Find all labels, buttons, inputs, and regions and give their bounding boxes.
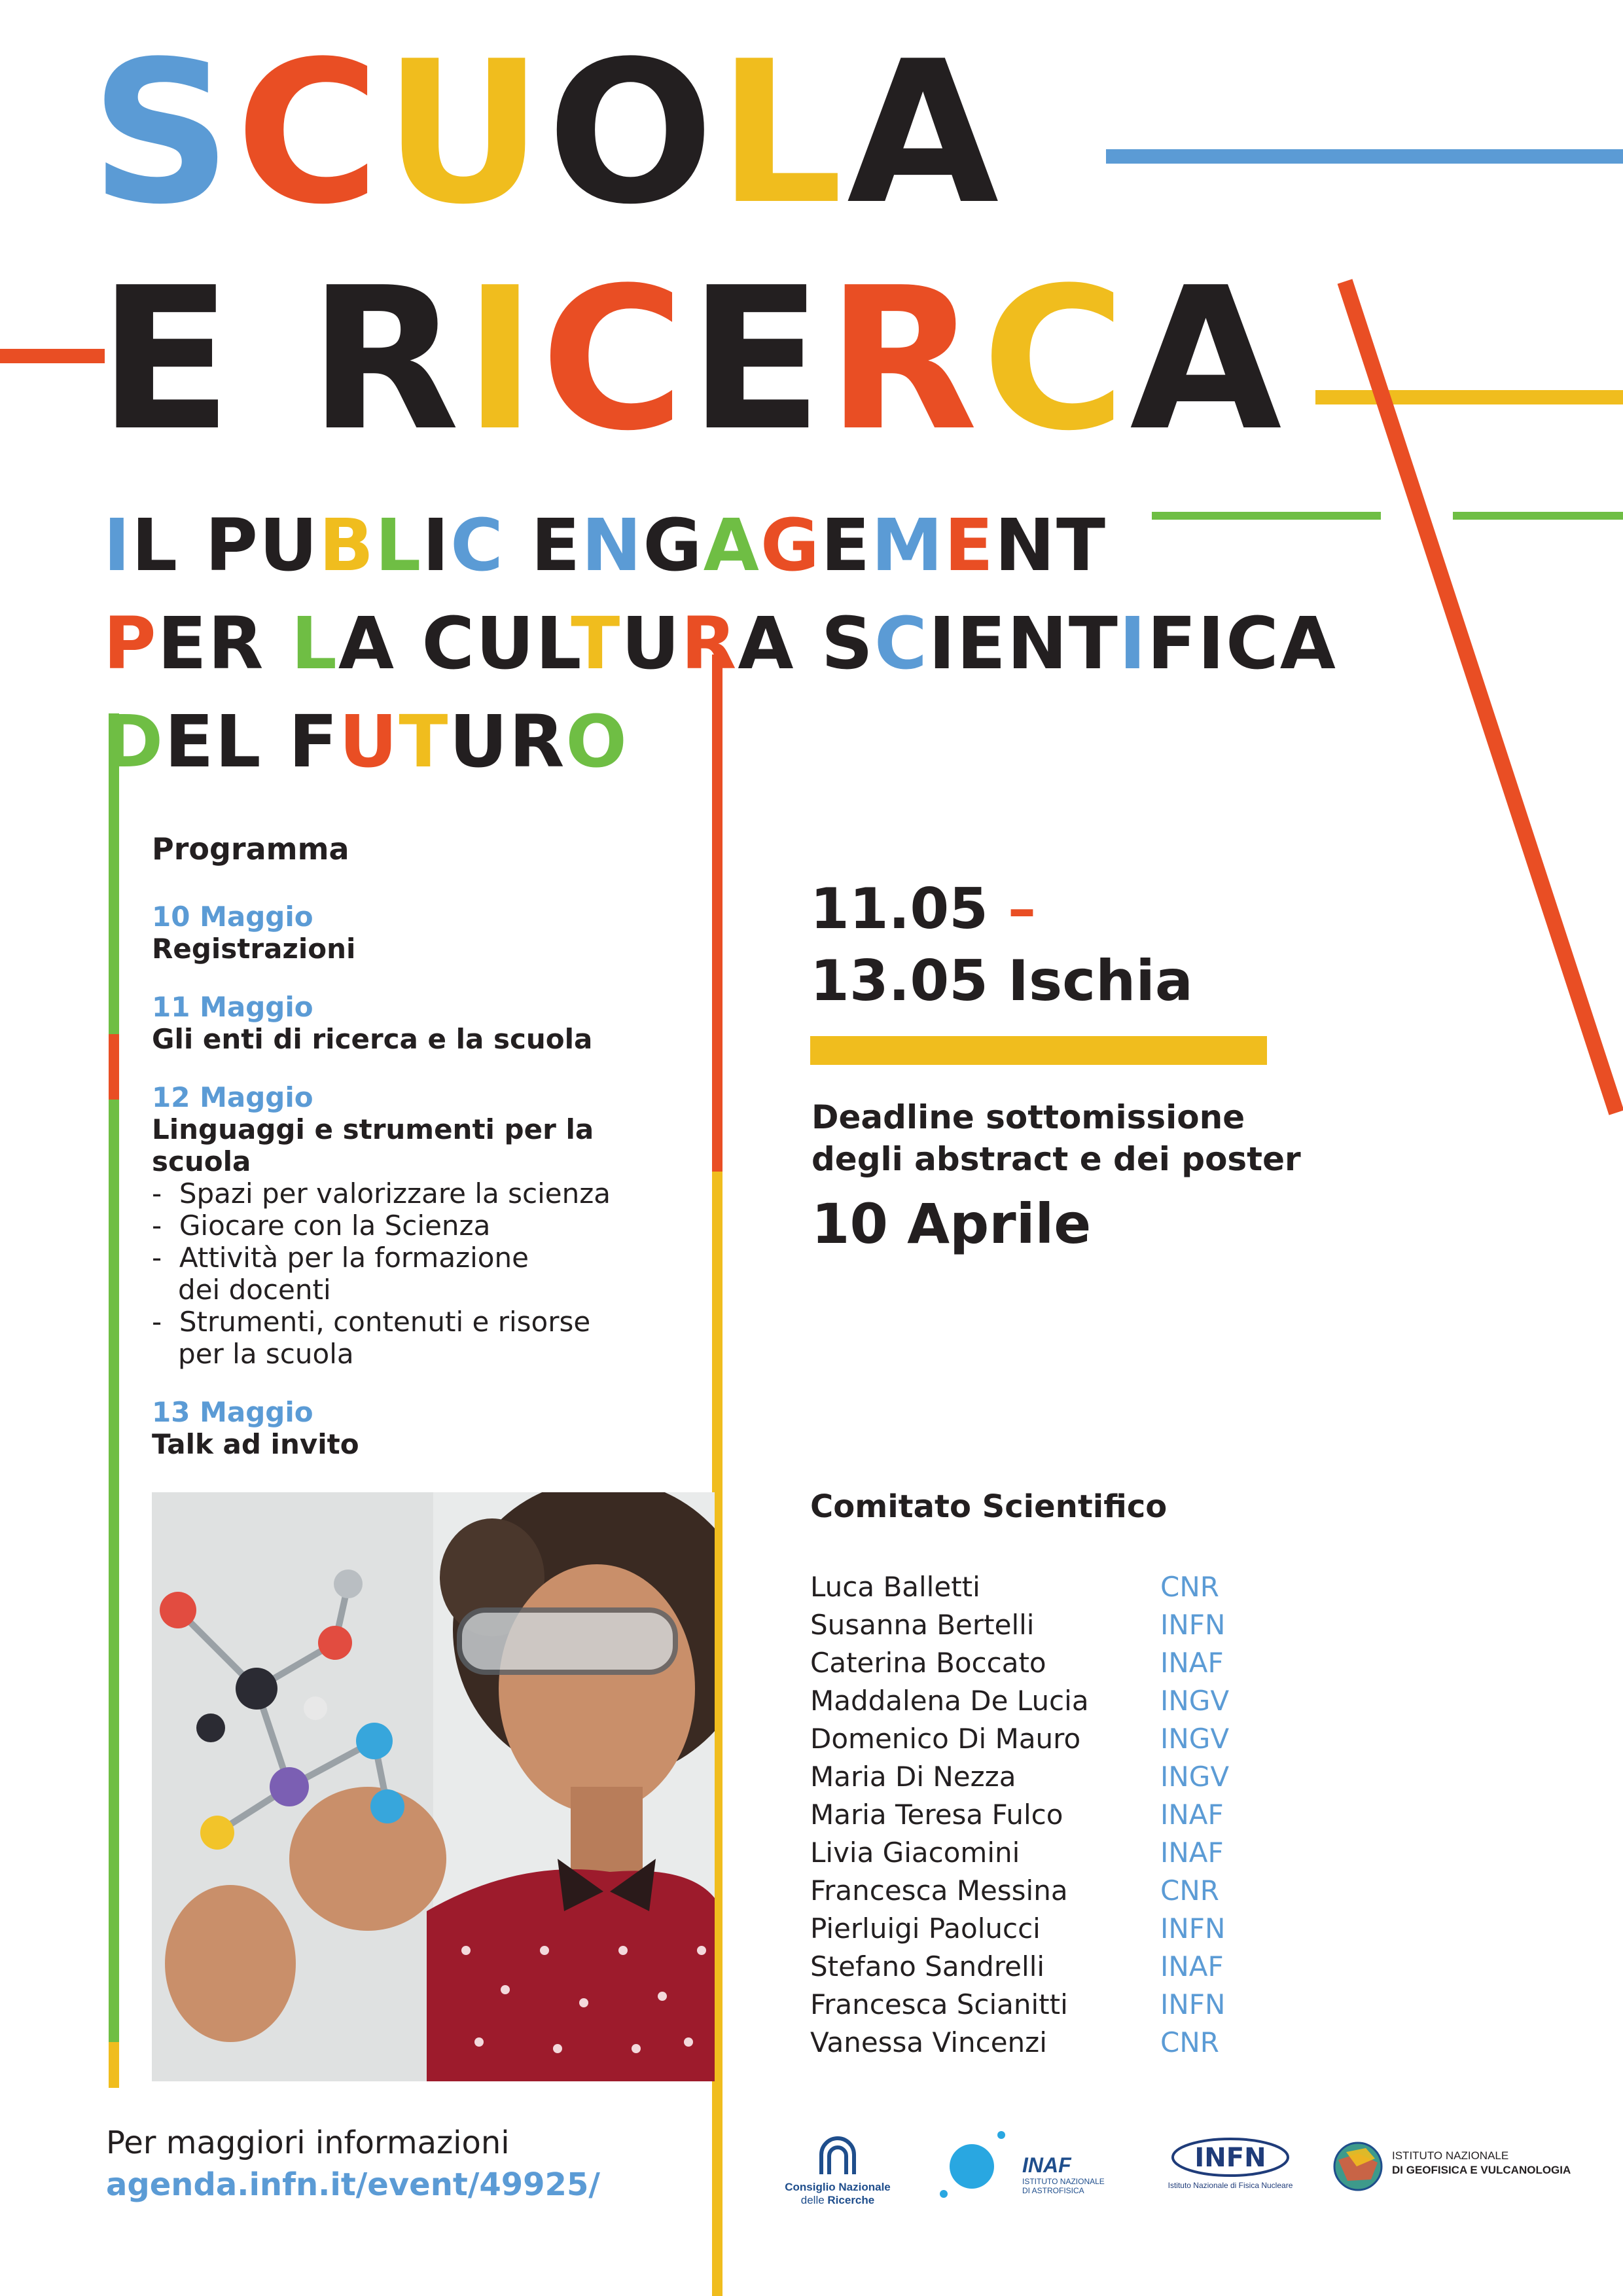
title-letter: T — [399, 700, 450, 783]
session-item: per la scuola — [152, 1338, 354, 1370]
title-scuola — [90, 19, 1003, 247]
title-letter — [794, 601, 821, 685]
subtitle-line-2-text — [103, 601, 1337, 685]
title-letter: C — [450, 503, 505, 587]
member-org: INGV — [1160, 1761, 1230, 1793]
title-letter: R — [308, 245, 464, 474]
info-label: Per maggiori informazioni — [106, 2125, 510, 2161]
inaf-sub-line-1: ISTITUTO NAZIONALE — [1022, 2177, 1105, 2186]
deadline-line-2: degli abstract e dei poster — [812, 1140, 1301, 1178]
subtitle-line-1 — [103, 503, 1107, 587]
title-letter: U — [449, 700, 509, 783]
ingv-line-1: ISTITUTO NAZIONALE — [1392, 2149, 1509, 2162]
title-letter: L — [131, 503, 179, 587]
title-letter: G — [760, 503, 821, 587]
deadline-date: 10 Aprile — [812, 1192, 1092, 1256]
session-item: dei docenti — [152, 1274, 331, 1306]
title-letter: U — [476, 601, 536, 685]
member-org: INFN — [1160, 1609, 1226, 1641]
infn-name: INFN — [1194, 2143, 1266, 2173]
programma-day — [152, 1396, 688, 1460]
title-letter — [505, 503, 531, 587]
cnr-line-1: Consiglio Nazionale — [785, 2181, 891, 2193]
member-name: Caterina Boccato — [810, 1647, 1046, 1679]
ingv-globe-icon — [1332, 2140, 1384, 2193]
title-letter: U — [339, 700, 399, 783]
title-letter: U — [259, 503, 319, 587]
member-org: INFN — [1160, 1912, 1226, 1945]
title-letter: A — [1130, 245, 1286, 474]
session-item: - Strumenti, contenuti e risorse — [152, 1306, 591, 1338]
member-org: INAF — [1160, 1799, 1224, 1831]
title-letter: F — [288, 700, 340, 783]
infn-emblem-icon — [1168, 2135, 1293, 2178]
title-letter: C — [982, 245, 1130, 474]
title-letter: L — [717, 19, 847, 247]
title-letter: R — [827, 245, 982, 474]
title-letter: C — [541, 245, 689, 474]
committee-member — [810, 1799, 1224, 1831]
dates-line-2: 13.05 Ischia — [810, 948, 1193, 1014]
committee-member — [810, 1685, 1229, 1717]
title-letter: E — [944, 503, 995, 587]
title-letter: I — [422, 503, 451, 587]
title-e-ricerca-text — [98, 245, 1286, 474]
title-letter: N — [581, 503, 643, 587]
programma-heading: Programma — [152, 831, 349, 867]
title-letter: I — [463, 245, 541, 474]
infn-subtitle: Istituto Nazionale di Fisica Nucleare — [1168, 2181, 1293, 2190]
cnr-line-2a: delle — [800, 2194, 828, 2206]
committee-member — [810, 1609, 1225, 1641]
title-letter: A — [703, 503, 760, 587]
subtitle-line-2 — [103, 601, 1337, 685]
title-letter: I — [1198, 601, 1226, 685]
programma-day — [152, 991, 688, 1055]
title-letter: F — [1147, 601, 1198, 685]
cnr-logo — [772, 2135, 903, 2207]
session-item: - Spazi per valorizzare la scienza — [152, 1177, 611, 1210]
member-name: Maria Di Nezza — [810, 1761, 1016, 1793]
member-name: Pierluigi Paolucci — [810, 1912, 1041, 1945]
day-session: Registrazioni — [152, 933, 356, 965]
member-org: CNR — [1160, 2026, 1219, 2058]
programma-day — [152, 1081, 688, 1370]
member-org: INGV — [1160, 1723, 1230, 1755]
ingv-line-2: DI GEOFISICA E VULCANOLOGIA — [1392, 2164, 1571, 2176]
member-org: INAF — [1160, 1950, 1224, 1982]
title-letter: O — [565, 700, 628, 783]
title-letter: I — [928, 601, 957, 685]
member-name: Maddalena De Lucia — [810, 1685, 1089, 1717]
day-session: Linguaggi e strumenti per la scuola — [152, 1113, 594, 1177]
member-name: Francesca Scianitti — [810, 1988, 1068, 2020]
committee-member — [810, 1761, 1229, 1793]
title-letter — [179, 503, 205, 587]
title-letter: E — [688, 245, 827, 474]
member-name: Maria Teresa Fulco — [810, 1799, 1063, 1831]
yellow-accent-bar — [810, 1036, 1267, 1065]
subtitle-line-3-text — [103, 700, 628, 783]
title-letter: S — [90, 19, 236, 247]
title-letter: A — [1279, 601, 1337, 685]
committee-member — [810, 1912, 1225, 1945]
infn-logo — [1165, 2135, 1296, 2190]
committee-member — [810, 1874, 1219, 1907]
title-letter: R — [207, 601, 265, 685]
title-scuola-text — [90, 19, 1003, 247]
title-letter: T — [1056, 503, 1107, 587]
committee-member — [810, 2026, 1219, 2058]
title-letter — [264, 601, 291, 685]
member-org: INAF — [1160, 1647, 1224, 1679]
title-letter: B — [319, 503, 376, 587]
title-letter: E — [164, 700, 215, 783]
title-letter: U — [383, 19, 547, 247]
dates-line-1 — [810, 873, 1193, 945]
title-letter — [236, 245, 308, 474]
dates-dash: – — [1007, 876, 1036, 942]
title-letter — [262, 700, 289, 783]
start-date: 11.05 — [810, 876, 989, 942]
title-letter: L — [215, 700, 262, 783]
title-letter: U — [621, 601, 681, 685]
comitato-heading: Comitato Scientifico — [810, 1488, 1168, 1525]
title-e-ricerca — [98, 245, 1286, 474]
title-letter: I — [1118, 601, 1147, 685]
committee-member — [810, 1950, 1224, 1982]
title-letter: C — [421, 601, 476, 685]
cnr-line-2 — [772, 2194, 903, 2207]
day-date: 13 Maggio — [152, 1396, 313, 1428]
member-org: INGV — [1160, 1685, 1230, 1717]
title-letter: E — [956, 601, 1007, 685]
info-block — [106, 2125, 600, 2203]
member-name: Vanessa Vincenzi — [810, 2026, 1047, 2058]
inaf-logo — [936, 2127, 1132, 2199]
committee-member — [810, 1723, 1229, 1755]
title-letter: N — [994, 503, 1056, 587]
title-letter: C — [874, 601, 929, 685]
title-letter: O — [546, 19, 718, 247]
title-letter: M — [871, 503, 944, 587]
inaf-subtitle — [1022, 2177, 1105, 2196]
title-letter: G — [643, 503, 704, 587]
title-letter: L — [291, 601, 338, 685]
title-letter: A — [338, 601, 396, 685]
day-date: 11 Maggio — [152, 991, 313, 1023]
info-link[interactable]: agenda.infn.it/event/49925/ — [106, 2166, 600, 2203]
event-dates — [810, 873, 1193, 1017]
title-letter: N — [1007, 601, 1069, 685]
title-letter: D — [103, 700, 165, 783]
member-name: Luca Balletti — [810, 1571, 980, 1603]
inaf-name: INAF — [1022, 2153, 1071, 2177]
title-letter: T — [571, 601, 622, 685]
title-letter: E — [821, 503, 872, 587]
day-date: 10 Maggio — [152, 901, 313, 933]
day-session: Talk ad invito — [152, 1428, 359, 1460]
day-date: 12 Maggio — [152, 1081, 313, 1113]
deadline-line-1: Deadline sottomissione — [812, 1098, 1245, 1136]
member-org: CNR — [1160, 1571, 1219, 1603]
title-letter: L — [375, 503, 423, 587]
session-item: - Giocare con la Scienza — [152, 1210, 491, 1242]
student-illustration — [152, 1492, 715, 2081]
title-letter: P — [205, 503, 259, 587]
inaf-star-icon — [936, 2127, 1021, 2199]
title-letter: S — [821, 601, 875, 685]
member-name: Livia Giacomini — [810, 1837, 1020, 1869]
title-letter: E — [157, 601, 208, 685]
member-org: CNR — [1160, 1874, 1219, 1907]
title-letter — [395, 601, 421, 685]
title-letter: A — [847, 19, 1003, 247]
subtitle-line-3 — [103, 700, 628, 783]
ingv-logo — [1332, 2140, 1607, 2199]
member-name: Domenico Di Mauro — [810, 1723, 1081, 1755]
day-session: Gli enti di ricerca e la scuola — [152, 1023, 593, 1055]
title-letter: R — [681, 601, 738, 685]
committee-member — [810, 1837, 1224, 1869]
student-photo — [152, 1492, 715, 2081]
committee-member — [810, 1571, 1219, 1603]
title-letter: E — [531, 503, 582, 587]
title-letter: R — [508, 700, 566, 783]
inaf-sub-line-2: DI ASTROFISICA — [1022, 2186, 1084, 2196]
title-letter: I — [103, 503, 132, 587]
deadline-block — [812, 1096, 1301, 1256]
title-letter: A — [738, 601, 795, 685]
programma-day — [152, 901, 688, 965]
title-letter: C — [236, 19, 384, 247]
session-item: - Attività per la formazione — [152, 1242, 529, 1274]
cnr-emblem-icon — [815, 2135, 861, 2178]
cnr-line-2b: Ricerche — [827, 2194, 875, 2206]
member-org: INFN — [1160, 1988, 1226, 2020]
committee-member — [810, 1988, 1225, 2020]
title-letter: L — [535, 601, 571, 685]
title-letter: T — [1068, 601, 1119, 685]
subtitle-line-1-text — [103, 503, 1107, 587]
title-letter: C — [1225, 601, 1280, 685]
member-org: INAF — [1160, 1837, 1224, 1869]
committee-member — [810, 1647, 1224, 1679]
member-name: Francesca Messina — [810, 1874, 1068, 1907]
programma-section — [152, 831, 688, 1460]
member-name: Susanna Bertelli — [810, 1609, 1035, 1641]
title-letter: E — [98, 245, 236, 474]
title-letter: P — [103, 601, 158, 685]
member-name: Stefano Sandrelli — [810, 1950, 1045, 1982]
